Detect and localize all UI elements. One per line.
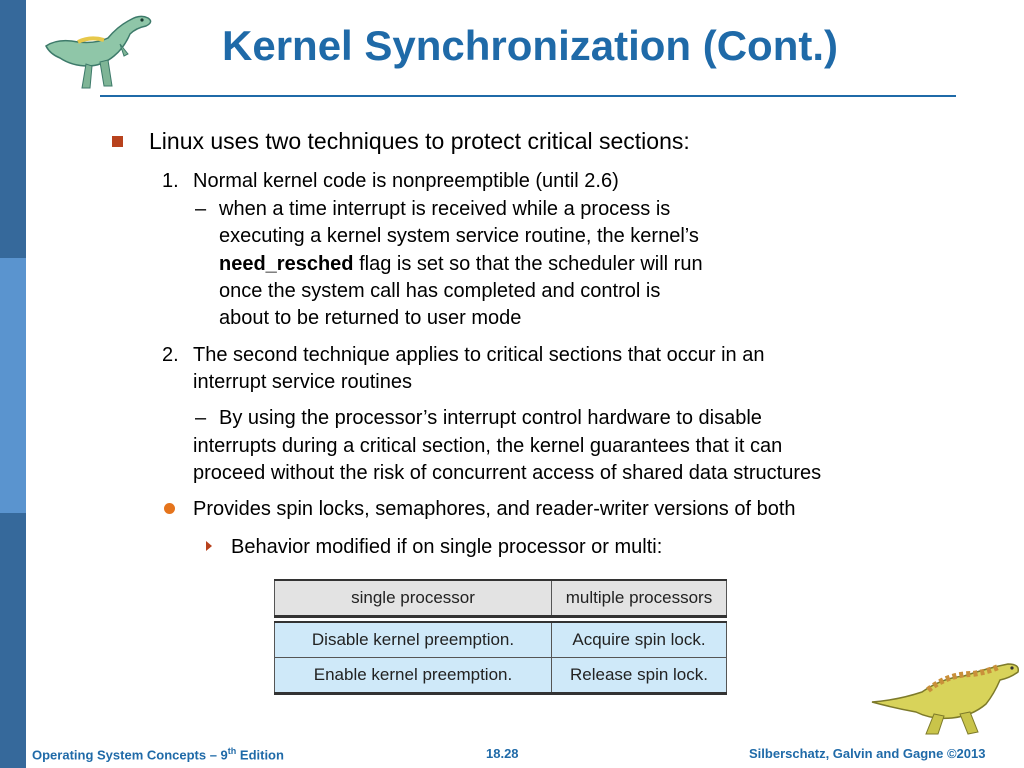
table-row <box>275 622 727 658</box>
triangle-bullet-icon <box>206 541 212 551</box>
item2-sub-line1: By using the processor’s interrupt control hardware to disable <box>219 407 762 429</box>
table-row <box>275 658 727 694</box>
side-color-bar <box>0 0 26 768</box>
table-header-row <box>275 580 727 617</box>
item1-number: 1. <box>162 170 179 192</box>
need-resched-flag: need_resched <box>219 253 354 275</box>
item2-sub-line2: interrupts during a critical section, the kernel guarantees that it can <box>193 435 783 457</box>
footer-book-title-prefix: Operating System Concepts – 9 <box>32 747 228 763</box>
header-multiple-processors: multiple processors <box>552 580 727 617</box>
side-bar-segment-middle <box>0 258 26 513</box>
title-underline <box>100 95 956 97</box>
table-cell: Enable kernel preemption. <box>275 658 552 694</box>
footer-page-number: 18.28 <box>486 746 519 761</box>
item2-line1: The second technique applies to critical sections that occur in an <box>193 344 765 366</box>
item3-text: Provides spin locks, semaphores, and reader-writer versions of both <box>193 498 796 520</box>
item2-dash: – <box>195 407 207 429</box>
side-bar-segment-top <box>0 0 26 258</box>
item1-sub-line3-rest: flag is set so that the scheduler will run <box>353 253 703 275</box>
header-single-processor: single processor <box>275 580 552 617</box>
item1-sub-line1: when a time interrupt is received while a process is <box>219 198 671 220</box>
footer-book-title <box>32 746 284 762</box>
item1-sub-line2: executing a kernel system service routine, the kernel’s <box>219 225 699 247</box>
item1-sub-line5: about to be returned to user mode <box>219 307 522 329</box>
dinosaur-logo-icon <box>38 8 156 94</box>
footer-book-title-suffix: Edition <box>236 747 284 763</box>
table-cell: Acquire spin lock. <box>552 622 727 658</box>
item1-dash: – <box>195 198 207 220</box>
spinlock-table-body <box>274 621 727 695</box>
bullet-main-text: Linux uses two techniques to protect critical sections: <box>149 128 690 154</box>
side-bar-segment-bottom <box>0 513 26 768</box>
item1-text: Normal kernel code is nonpreemptible (until 2.6) <box>193 170 619 192</box>
table-cell: Release spin lock. <box>552 658 727 694</box>
circle-bullet-icon <box>164 503 175 514</box>
footer-book-title-sup: th <box>227 746 237 756</box>
table-cell: Disable kernel preemption. <box>275 622 552 658</box>
slide-title: Kernel Synchronization (Cont.) <box>222 22 839 69</box>
square-bullet-icon <box>112 136 123 147</box>
dinosaur-illustration-icon <box>868 660 1024 736</box>
item1-sub-line3 <box>219 253 703 276</box>
item1-sub-line4: once the system call has completed and control is <box>219 280 661 302</box>
item3-sub-text: Behavior modified if on single processor or multi: <box>231 536 663 558</box>
item2-sub-line3: proceed without the risk of concurrent access of shared data structures <box>193 462 822 484</box>
spinlock-table-header <box>274 579 727 618</box>
item2-line2: interrupt service routines <box>193 371 412 393</box>
footer-copyright: Silberschatz, Galvin and Gagne ©2013 <box>749 746 986 761</box>
item2-number: 2. <box>162 344 179 366</box>
